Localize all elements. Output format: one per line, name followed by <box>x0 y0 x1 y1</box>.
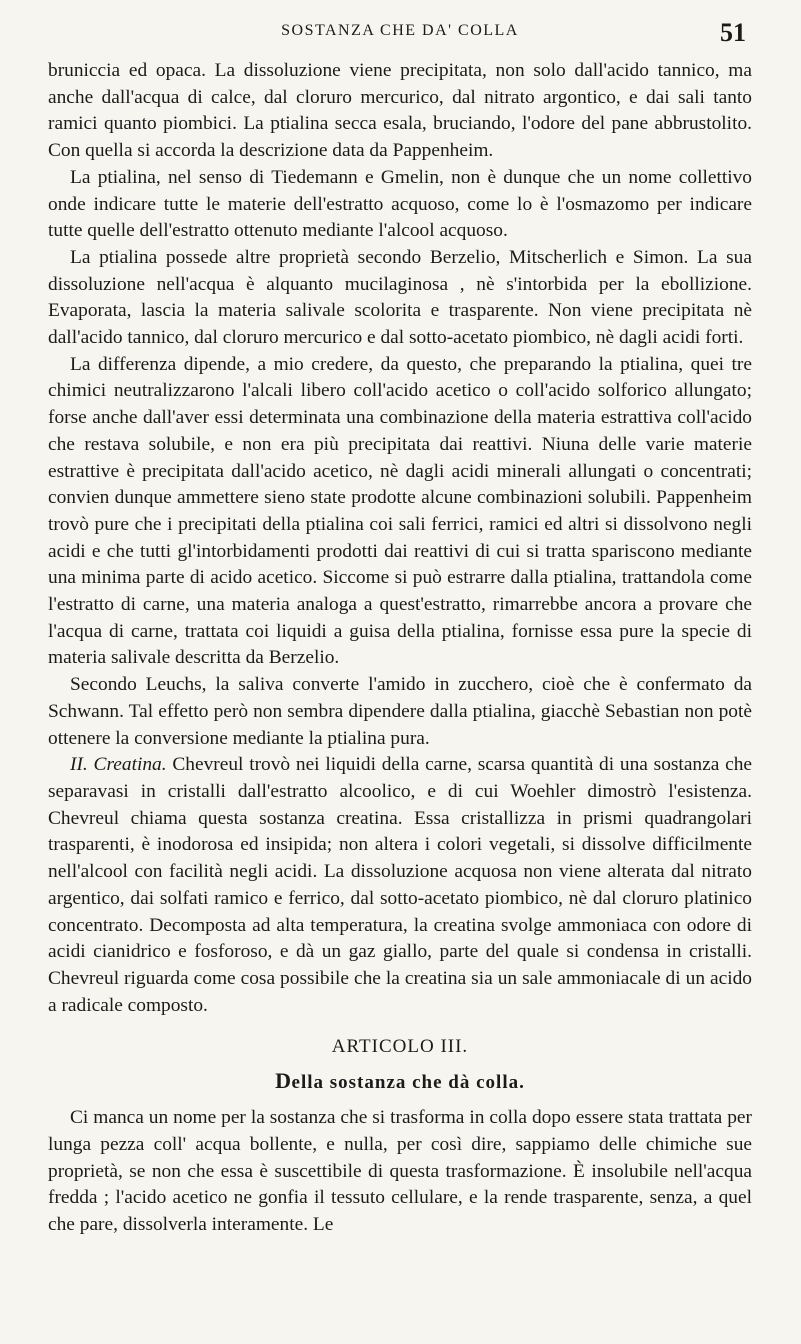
paragraph: Ci manca un nome per la sostanza che si trasforma in colla dopo essere stata trattata per lunga pezza coll' acqua bollente, e nulla, per così dire, sappiamo delle chimiche sue proprietà, se non che essa è suscettibile di questa trasformazione. È insolubile nell'acqua fredda ; l'acido acetico ne gonfia il tessuto cellulare, e la rende trasparente, senza, a quel che pare, dissolverla interamente. Le <box>48 1107 752 1236</box>
paragraph: Secondo Leuchs, la saliva converte l'amido in zucchero, cioè che è confermato da Schwann. Tal effetto però non sembra dipendere dalla ptialina, giacchè Sebastian non potè ottenere la conversione mediante la ptialina pura. <box>48 674 752 749</box>
section-creatina <box>48 752 752 1019</box>
subheading-initial: D <box>275 1068 292 1094</box>
section-text: Chevreul trovò nei liquidi della carne, scarsa quantità di una sostanza che separavasi in cristalli dall'estratto alcoolico, e di cui Woehler dimostrò l'esistenza. Chevreul chiama questa sostanza creatina. Essa cristallizza in prismi quadrangolari trasparenti, è inodorosa ed insipida; non altera i colori vegetali, si dissolve difficilmente nell'alcool con facilità negli acidi. La dissoluzione acquosa non viene alterata dal nitrato argentico, dai solfati ramico e ferrico, dal sotto-acetato piombico, nè dal cloruro platinico concentrato. Decomposta ad alta temperatura, la creatina svolge ammoniaca con odore di acidi cianidrico e fosforoso, e dà un gaz giallo, parte del quale si condensa in cristalli. Chevreul riguarda come cosa possibile che la creatina sia un sale ammoniacale di un acido a radicale composto. <box>48 754 752 1016</box>
paragraph: La differenza dipende, a mio credere, da questo, che preparando la ptialina, quei tre chimici neutralizzarono l'alcali libero coll'acido acetico o coll'acido solforico allungato; forse anche dall'aver essi determinata una combinazione della materia estrattiva coll'acido che restava solubile, e non era più precipitata dai reattivi. Niuna delle varie materie estrattive è precipitata dall'acido acetico, nè dagli acidi minerali allungati o concentrati; convien dunque ammettere sieno state prodotte alcune combinazioni solubili. Pappenheim trovò pure che i precipitati della ptialina coi sali ferrici, ramici ed altri si dissolvono negli acidi e che tutti gl'intorbidamenti prodotti dai reattivi di cui si tratta spariscono mediante una minima parte di acido acetico. Siccome si può estrarre dalla ptialina, trattandola come l'estratto di carne, una materia analoga a quest'estratto, rimarrebbe ancora a provare che l'acqua di carne, trattata coi liquidi a guisa della ptialina, fornisse essa pure la specie di materia salivale descritta da Berzelio. <box>48 353 752 669</box>
body-text <box>48 58 752 1239</box>
book-page <box>48 18 752 1328</box>
paragraph: La ptialina possede altre proprietà secondo Berzelio, Mitscherlich e Simon. La sua dissoluzione nell'acqua è alquanto mucilaginosa , nè s'intorbida per la ebollizione. Evaporata, lascia la materia salivale scolorita e trasparente. Non viene precipitata nè dall'acido tannico, dal cloruro mercurico e dal sotto-acetato piombico, nè dagli acidi forti. <box>48 246 752 349</box>
page-number: 51 <box>720 18 746 47</box>
paragraph: La ptialina, nel senso di Tiedemann e Gmelin, non è dunque che un nome collettivo onde indicare tutte le materie dell'estratto acquoso, come lo è l'osmazomo per indicare tutte quelle dell'estratto ottenuto mediante l'alcool acquoso. <box>48 166 752 242</box>
article-subheading <box>48 1068 752 1094</box>
running-title: SOSTANZA CHE DA' COLLA <box>281 22 519 39</box>
running-head <box>48 18 752 58</box>
subheading-text: ella sostanza che dà colla. <box>291 1072 525 1094</box>
article-heading: ARTICOLO III. <box>331 1036 469 1058</box>
section-lead: II. Creatina. <box>70 754 167 776</box>
paragraph: bruniccia ed opaca. La dissoluzione viene precipitata, non solo dall'acido tannico, ma anche dall'acqua di calce, dal cloruro mercurico, dal nitrato argontico, e dai sali tanto ramici quanto piombici. La ptialina secca esala, bruciando, l'odore del pane abbrustolito. Con quella si accorda la descrizione data da Pappenheim. <box>48 60 752 162</box>
